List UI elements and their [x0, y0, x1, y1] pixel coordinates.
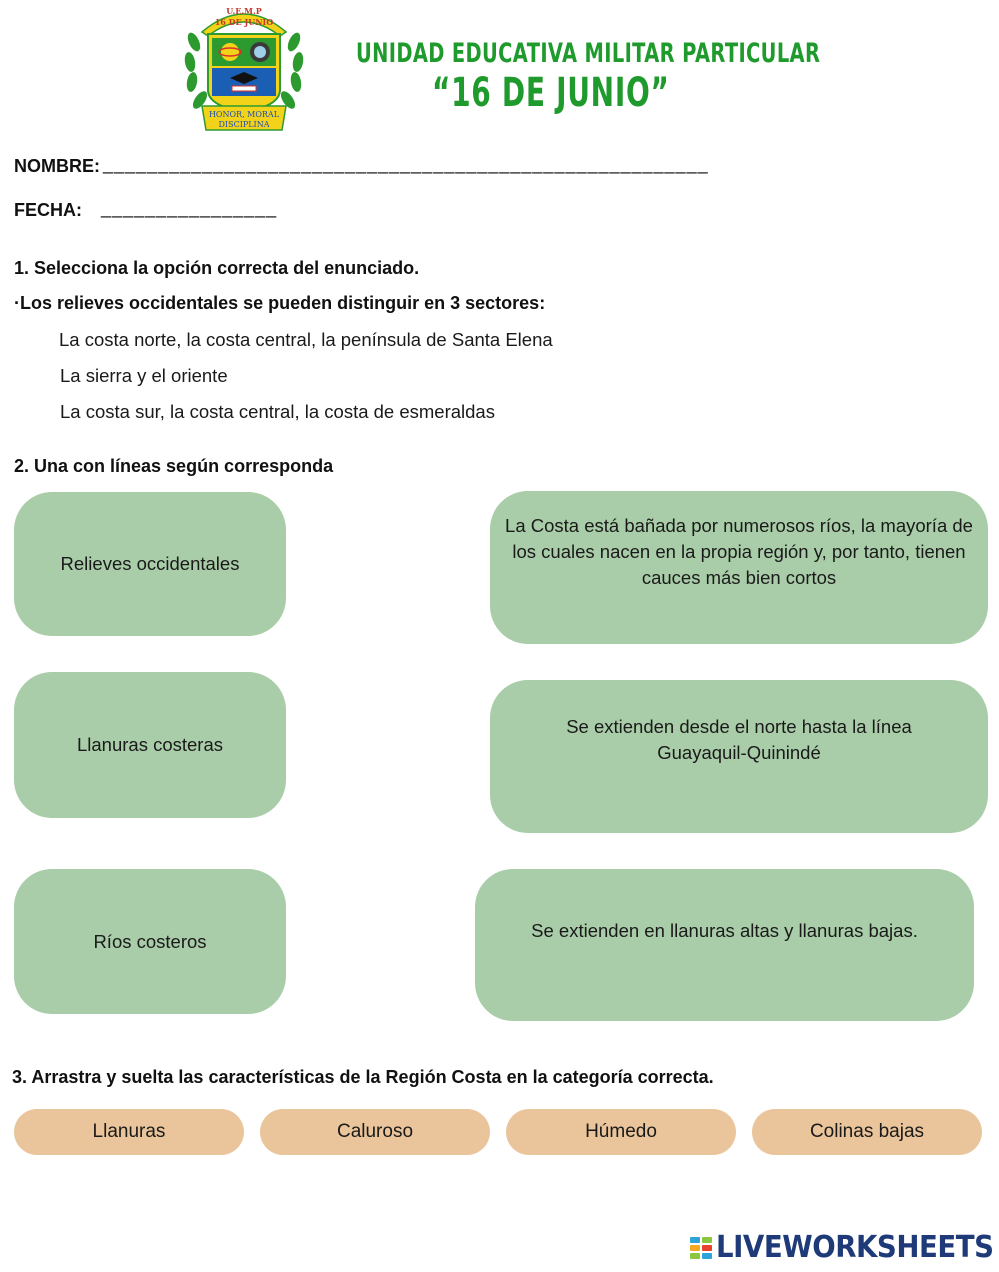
- q1-option-3[interactable]: La costa sur, la costa central, la costa de esmeraldas: [60, 401, 495, 422]
- q1-option-2[interactable]: La sierra y el oriente: [60, 365, 228, 386]
- match-left-3-label: Ríos costeros: [93, 930, 207, 952]
- school-name: UNIDAD EDUCATIVA MILITAR PARTICULAR: [356, 38, 821, 69]
- name-label: NOMBRE:: [14, 156, 100, 176]
- q1-option-1[interactable]: La costa norte, la costa central, la península de Santa Elena: [59, 329, 553, 350]
- school-date-name: “16 DE JUNIO”: [432, 70, 670, 116]
- drag-item-colinas-bajas[interactable]: Colinas bajas: [752, 1109, 982, 1155]
- liveworksheets-wordmark: LIVEWORKSHEETS: [716, 1230, 994, 1265]
- match-left-3[interactable]: [14, 869, 286, 1014]
- school-crest: [180, 2, 308, 132]
- drag-item-llanuras[interactable]: Llanuras: [14, 1109, 244, 1155]
- match-right-3[interactable]: [475, 869, 974, 1021]
- match-right-3-label: Se extienden en llanuras altas y llanuras bajas.: [531, 920, 918, 941]
- question-1-statement: ·Los relieves occidentales se pueden distinguir en 3 sectores:: [14, 293, 546, 313]
- crest-motto-line1: HONOR, MORAL: [208, 110, 280, 119]
- name-field[interactable]: _______________________________________________________: [103, 154, 709, 174]
- match-left-1[interactable]: [14, 492, 286, 636]
- date-field[interactable]: ________________: [101, 198, 278, 218]
- match-left-2[interactable]: [14, 672, 286, 818]
- match-right-1-label: La Costa está bañada por numerosos ríos, la mayoría de los cuales nacen en la propia región y, por tanto, tienen cauces más bien cortos: [505, 515, 973, 588]
- liveworksheets-icon: [690, 1234, 714, 1262]
- question-3-title: 3. Arrastra y suelta las características de la Región Costa en la categoría correcta.: [12, 1067, 714, 1087]
- question-2-title: 2. Una con líneas según corresponda: [14, 456, 334, 476]
- drag-item-humedo[interactable]: Húmedo: [506, 1109, 736, 1155]
- liveworksheets-logo[interactable]: [690, 1230, 999, 1265]
- crest-top-text: U.E.M.P: [226, 6, 262, 16]
- match-left-1-label: Relieves occidentales: [60, 553, 240, 574]
- crest-icon: [180, 2, 308, 132]
- drag-item-caluroso[interactable]: Caluroso: [260, 1109, 490, 1155]
- match-right-2-label: Se extienden desde el norte hasta la línea Guayaquil-Quinindé: [566, 716, 912, 763]
- question-1-title: 1. Selecciona la opción correcta del enunciado.: [14, 258, 420, 278]
- match-right-2[interactable]: [490, 680, 988, 833]
- crest-arc-text: 16 DE JUNIO: [214, 17, 274, 27]
- date-label: FECHA:: [14, 200, 82, 220]
- crest-motto-line2: DISCIPLINA: [218, 120, 270, 129]
- match-left-2-label: Llanuras costeras: [76, 734, 224, 755]
- match-right-1[interactable]: [490, 491, 988, 644]
